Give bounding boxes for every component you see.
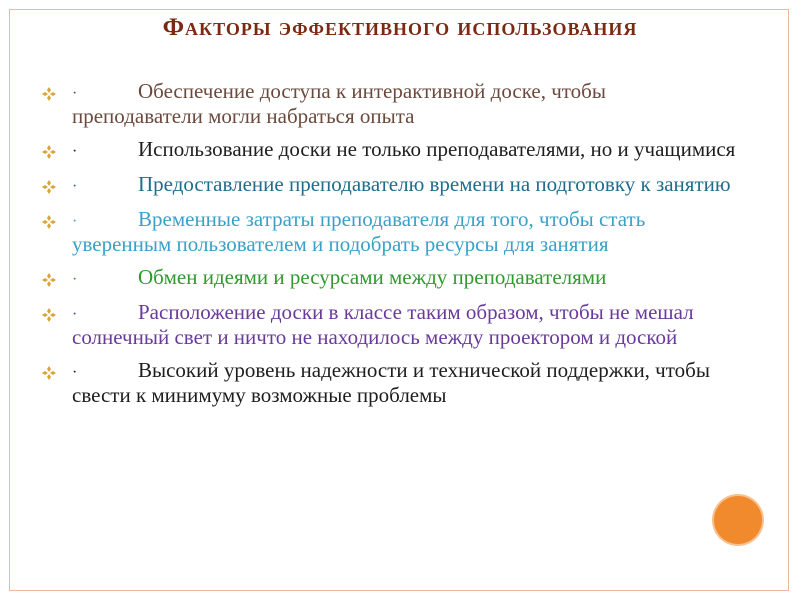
four-diamond-icon (42, 145, 56, 159)
bullet-dot: · (72, 213, 78, 230)
four-diamond-icon (42, 273, 56, 287)
bullet-item (40, 301, 740, 349)
bullet-dot: · (72, 271, 78, 288)
bullet-item (40, 173, 740, 198)
bullet-text: Временные затраты преподавателя для того, чтобы стать уверенным пользователем и подобрать ресурсы для занятия (72, 207, 646, 256)
four-diamond-icon (42, 308, 56, 322)
bullet-text: Расположение доски в классе таким образом, чтобы не мешал солнечный свет и ничто не находилось между проектором и доской (72, 300, 694, 349)
bullet-text: Обмен идеями и ресурсами между преподавателями (138, 265, 607, 289)
bullet-text: Высокий уровень надежности и технической поддержки, чтобы свести к минимуму возможные проблемы (72, 358, 710, 407)
bullet-dot: · (72, 306, 78, 323)
bullet-list (40, 80, 740, 417)
bullet-item (40, 359, 740, 407)
four-diamond-icon (42, 215, 56, 229)
bullet-dot: · (72, 85, 78, 102)
orange-circle-icon (714, 496, 762, 544)
four-diamond-icon (42, 180, 56, 194)
bullet-dot: · (72, 143, 78, 160)
bullet-text: Предоставление преподавателю времени на подготовку к занятию (138, 172, 731, 196)
four-diamond-icon (42, 366, 56, 380)
bullet-text: Обеспечение доступа к интерактивной доске, чтобы преподаватели могли набраться опыта (72, 79, 606, 128)
four-diamond-icon (42, 87, 56, 101)
bullet-text: Использование доски не только преподавателями, но и учащимися (138, 137, 736, 161)
bullet-item (40, 208, 740, 256)
bullet-item (40, 80, 740, 128)
slide-title: Факторы эффективного использования (162, 14, 638, 41)
bullet-item (40, 138, 740, 163)
bullet-dot: · (72, 178, 78, 195)
bullet-item (40, 266, 740, 291)
bullet-dot: · (72, 364, 78, 381)
